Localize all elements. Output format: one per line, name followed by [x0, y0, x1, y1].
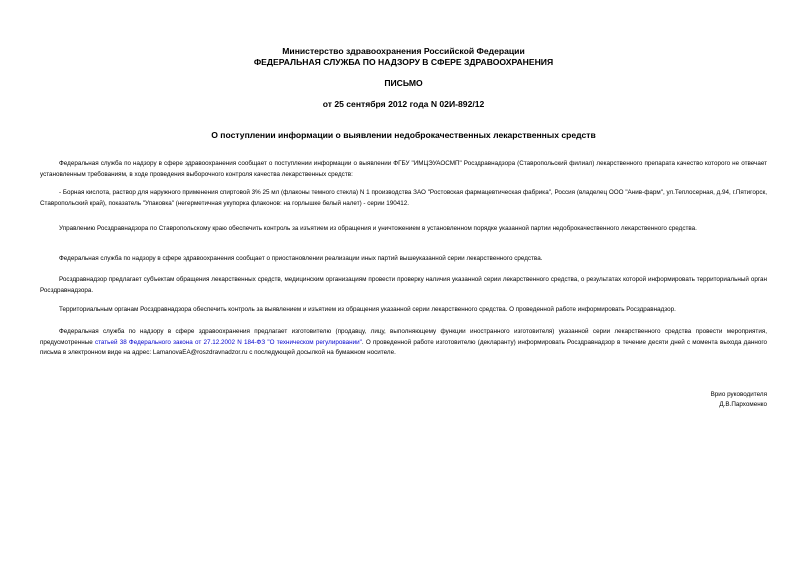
service-name: ФЕДЕРАЛЬНАЯ СЛУЖБА ПО НАДЗОРУ В СФЕРЕ ЗДРАВООХРАНЕНИЯ	[253, 57, 554, 67]
paragraph-intro: Федеральная служба по надзору в сфере здравоохранения сообщает о поступлении информации о выявлении ФГБУ "ИМЦЭУАОСМП" Росздравнадзора (Ставропольский филиал) лекарственного препарата качество которого не отвечает установленным требованиям, в ходе проведения выборочного контроля качества лекарственных средств:	[40, 160, 767, 178]
paragraph-product: - Борная кислота, раствор для наружного применения спиртовой 3% 25 мл (флаконы темного стекла) N 1 производства ЗАО "Ростовская фармацевтическая фабрика", Россия (владелец ООО "Анив-фарм", ул.Теплосерная, д.94, г.Пятигорск, Ставропольский край), показатель "Упаковка" (негерметичная укупорка флаконов: на горлышке белый налет) - серии 190412.	[40, 189, 767, 207]
paragraph-manufacturer	[40, 327, 767, 359]
paragraph-regional-control: Управлению Росздравнадзора по Ставропольскому краю обеспечить контроль за изъятием из обращения и уничтожением в установленном порядке указанной партии недоброкачественного лекарственного средства.	[59, 225, 697, 232]
ministry-name: Министерство здравоохранения Российской Федерации	[282, 46, 525, 56]
paragraph-territorial-bodies: Территориальным органам Росздравнадзора обеспечить контроль за выявлением и изъятием из обращения указанной серии лекарственного средства. О проведенной работе информировать Росздравнадзор.	[59, 306, 676, 313]
paragraph-check-request: Росздравнадзор предлагает субъектам обращения лекарственных средств, медицинским организациям провести проверку наличия указанной серии лекарственного средства, о результатах которой информировать территориальный орган Росздравнадзора.	[40, 276, 767, 294]
letter-page	[40, 0, 767, 571]
signature-title: Врио руководителя	[710, 391, 767, 398]
document-date-number: от 25 сентября 2012 года N 02И-892/12	[322, 99, 485, 109]
signature-name: Д.В.Пархоменко	[719, 401, 767, 408]
paragraph-suspension: Федеральная служба по надзору в сфере здравоохранения сообщает о приостановлении реализации иных партий вышеуказанной серии лекарственного средства.	[59, 255, 543, 262]
law-article-link[interactable]: статьей 38 Федерального закона от 27.12.2002 N 184-ФЗ "О техническом регулировании"	[94, 338, 362, 346]
paragraph-manufacturer-text-end: . О проведенной работе изготовителю (декларанту) информировать Росздравнадзор в течение десяти дней с момента выхода данного письма в электронном виде на адрес: LamanovaEA@roszdravnadzor.ru с последующей досылкой на бумажном носителе.	[40, 338, 767, 356]
document-type: ПИСЬМО	[384, 78, 423, 88]
paragraph-manufacturer-text-start: Федеральная служба по надзору в сфере здравоохранения предлагает изготовителю (продавцу, лицу, выполняющему функции иностранного изготовителя) указанной серии лекарственного средства провести мероприятия, предусмотренные	[40, 328, 767, 346]
document-subject: О поступлении информации о выявлении недоброкачественных лекарственных средств	[211, 130, 596, 140]
